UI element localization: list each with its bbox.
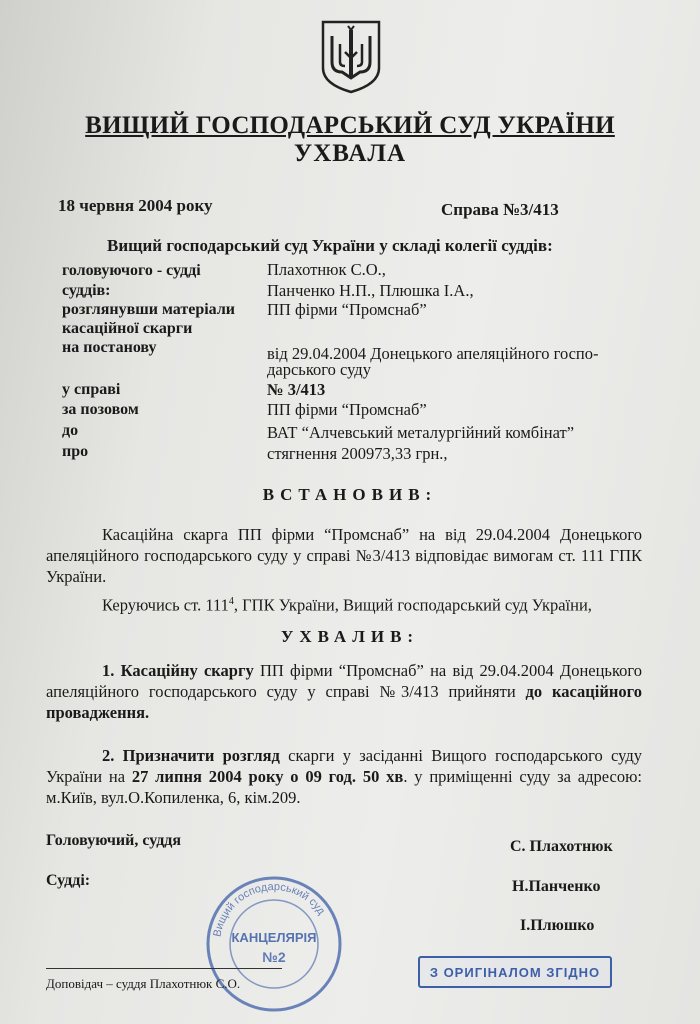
- field-label: розглянувши матеріали: [62, 301, 236, 318]
- panel-intro: Вищий господарський суд України у складі колегії суддів:: [107, 236, 553, 255]
- field-value: стягнення 200973,33 грн.,: [267, 444, 448, 463]
- field-label: суддів:: [62, 282, 111, 299]
- field-value: № 3/413: [267, 380, 326, 399]
- coat-of-arms-icon: [318, 18, 384, 94]
- established-heading: ВСТАНОВИВ:: [262, 485, 438, 504]
- field-label: головуючого - судді: [62, 262, 201, 279]
- guided-before: Керуючись ст. 111: [102, 595, 229, 615]
- certified-copy-stamp: З ОРИГІНАЛОМ ЗГІДНО: [418, 956, 612, 988]
- field-value: ВАТ “Алчевський металургійний комбінат”: [267, 423, 575, 442]
- hearing-datetime: 27 липня 2004 року о 09 год. 50 хв: [131, 767, 404, 786]
- ruling-item-2: [46, 745, 642, 808]
- item2-text1: скарги у засіданні Вищого господарського суду України на: [46, 746, 642, 786]
- field-value: Панченко Н.П., Плюшка І.А.,: [267, 281, 474, 300]
- guided-after: , ГПК України, Вищий господарський суд України,: [233, 595, 592, 615]
- item1-text: ПП фірми “Промснаб” на від 29.04.2004 Донецького апеляційного господарського суду у справі №3/413 прийняти: [46, 661, 642, 701]
- judge-name: І.Плюшко: [520, 917, 595, 934]
- field-label: про: [62, 443, 89, 460]
- field-label: до: [62, 422, 79, 439]
- case-number: Справа №3/413: [441, 200, 559, 219]
- guided-text: [46, 591, 642, 616]
- decision-date: 18 червня 2004 року: [58, 196, 213, 215]
- judges-label: Судді:: [46, 872, 91, 889]
- court-title: ВИЩИЙ ГОСПОДАРСЬКИЙ СУД УКРАЇНИ: [85, 112, 615, 139]
- reporter-note: Доповідач – суддя Плахотнюк С.О.: [46, 976, 241, 991]
- presiding-label: Головуючий, суддя: [46, 832, 182, 849]
- field-value: Плахотнюк С.О.,: [267, 260, 386, 279]
- established-paragraph: [46, 524, 642, 616]
- established-text: Касаційна скарга ПП фірми “Промснаб” на від 29.04.2004 Донецького апеляційного господарського суду у справі №3/413 відповідає вимогам ст. 111 ГПК України.: [46, 525, 642, 586]
- judge-name: Н.Панченко: [512, 878, 601, 895]
- stamp-ring-text: Вищий господарський суд: [211, 880, 328, 938]
- field-label: на постанову: [62, 339, 157, 356]
- field-label: у справі: [62, 381, 121, 398]
- divider: [46, 968, 282, 969]
- field-label: за позовом: [62, 401, 139, 418]
- item2-lead: 2. Призначити розгляд: [102, 746, 280, 765]
- stamp-number: №2: [262, 949, 286, 965]
- field-label: касаційної скарги: [62, 320, 193, 337]
- ruled-heading: УХВАЛИВ:: [280, 627, 420, 646]
- presiding-name: С. Плахотнюк: [510, 838, 613, 855]
- document-type: УХВАЛА: [293, 140, 407, 167]
- field-value: дарського суду: [267, 360, 371, 379]
- field-value: ПП фірми “Промснаб”: [267, 300, 427, 319]
- field-value: ПП фірми “Промснаб”: [267, 400, 427, 419]
- item1-lead: 1. Касаційну скаргу: [102, 661, 254, 680]
- article-superscript: 4: [228, 596, 234, 607]
- office-stamp: [204, 874, 344, 1014]
- ruling-item-1: [46, 660, 642, 723]
- stamp-center-text: КАНЦЕЛЯРІЯ: [231, 930, 317, 945]
- field-value: від 29.04.2004 Донецького апеляційного госпо-: [267, 344, 599, 363]
- item2-text2: . у приміщенні суду за адресою: м.Київ, вул.О.Копиленка, 6, кім.209.: [46, 767, 642, 807]
- item1-tail: до касаційного провадження.: [46, 682, 642, 722]
